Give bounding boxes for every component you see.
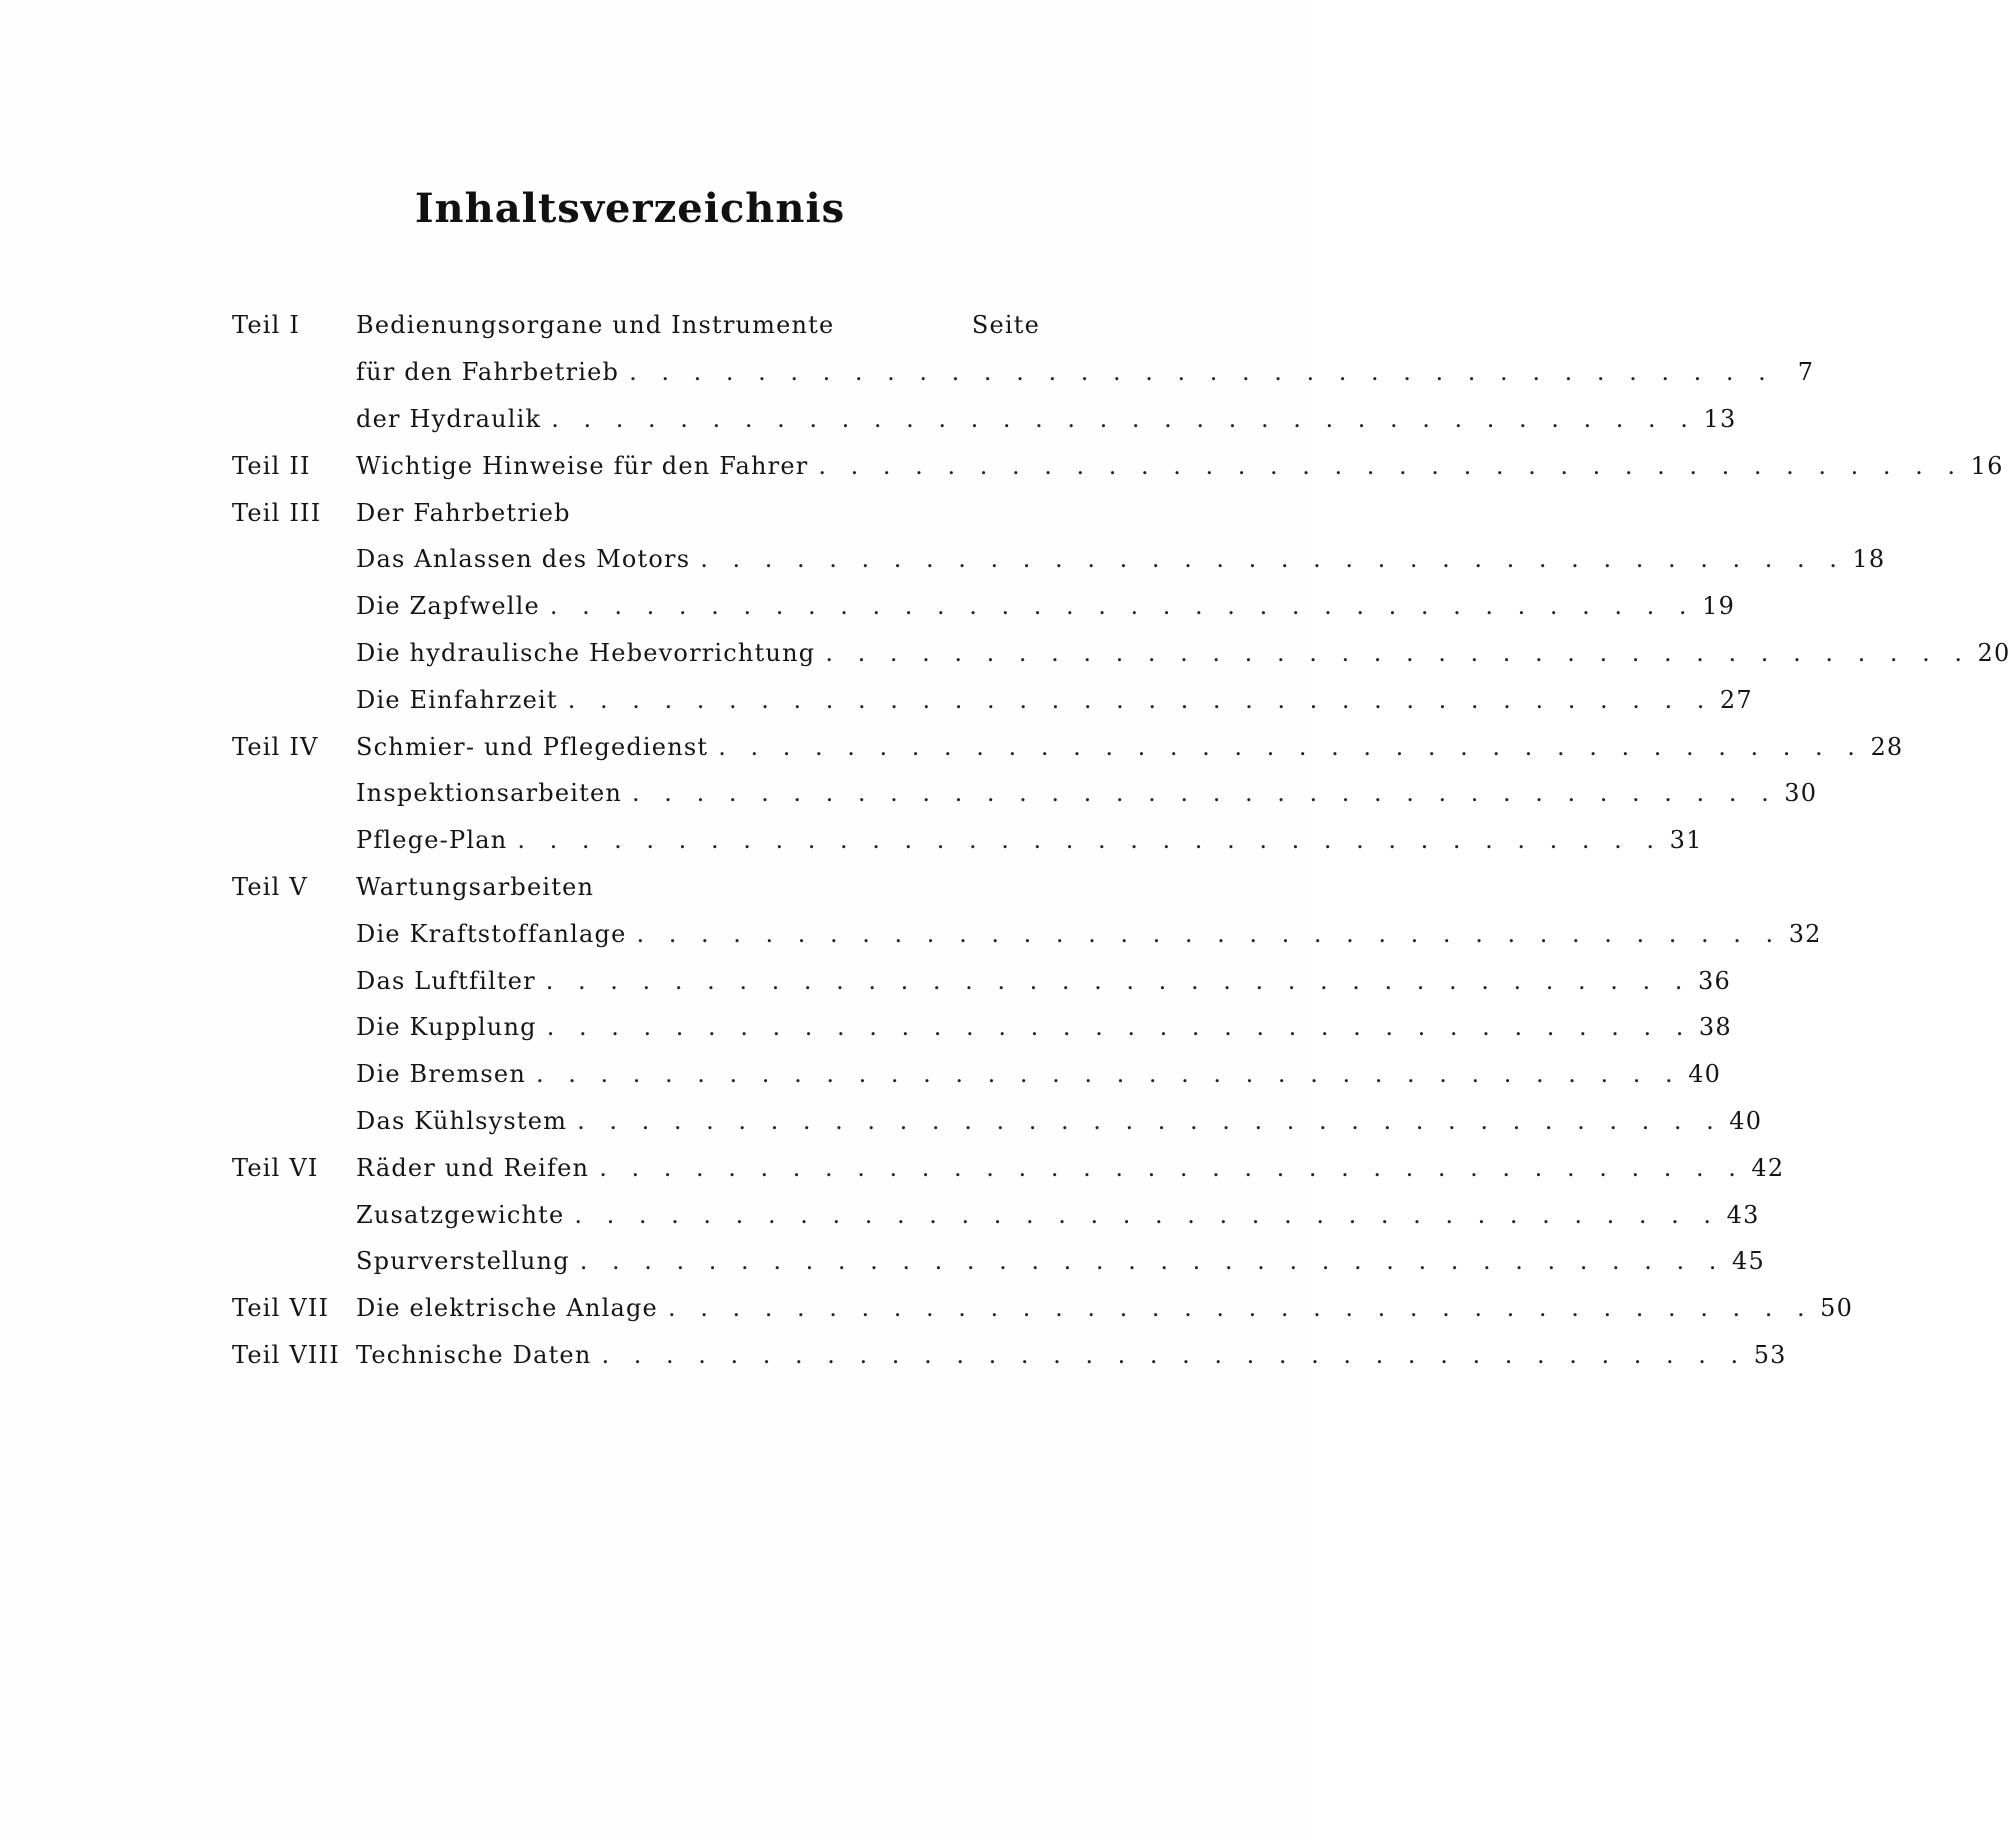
toc-row xyxy=(232,442,2004,489)
toc-part-label: Teil VII xyxy=(232,1294,330,1323)
toc-entry-title: Die elektrische Anlage xyxy=(356,1294,658,1323)
toc-entry-title: Räder und Reifen xyxy=(356,1153,590,1182)
toc-entry-title: Inspektionsarbeiten xyxy=(356,779,623,808)
toc-row xyxy=(232,910,1822,957)
toc-row xyxy=(232,349,1815,396)
toc-row xyxy=(232,1004,1732,1051)
toc-row xyxy=(232,1051,1722,1098)
toc-entry-title: Das Luftfilter xyxy=(356,966,536,995)
toc-row xyxy=(232,1098,1763,1145)
toc-page-number: 50 xyxy=(1820,1294,1854,1323)
toc-row xyxy=(232,957,1731,1004)
dot-leader: . . . . . . . . . . . . . . . . . . . . . . . . . . . . . . . . . . . . xyxy=(545,966,1691,995)
toc-row xyxy=(232,489,1040,536)
toc-page-number: 40 xyxy=(1688,1060,1722,1089)
dot-leader: . . . . . . . . . . . . . . . . . . . . . . . . . . . . . . . . . . . . xyxy=(577,1106,1723,1135)
toc-row xyxy=(232,1144,1785,1191)
toc-entry-title: Die Bremsen xyxy=(356,1060,526,1089)
toc-row xyxy=(232,1238,1765,1285)
toc-row xyxy=(232,302,1040,349)
dot-leader: . . . . . . . . . . . . . . . . . . . . . . . . . . . . . . . . . . . . xyxy=(567,685,1713,714)
toc-page-number: 7 xyxy=(1797,358,1815,387)
toc-row xyxy=(232,817,1703,864)
toc-page-number: 40 xyxy=(1729,1106,1763,1135)
toc-part-label: Teil V xyxy=(232,872,308,901)
toc-entry-title: Technische Daten xyxy=(356,1340,592,1369)
toc-part-label: Teil IV xyxy=(232,732,319,761)
toc-entry-title: Die Zapfwelle xyxy=(356,592,540,621)
toc-entry-title: Die Kupplung xyxy=(356,1013,537,1042)
toc-page-number: 42 xyxy=(1751,1153,1785,1182)
toc-page-number: 38 xyxy=(1698,1013,1732,1042)
toc-page-number: 32 xyxy=(1788,919,1822,948)
toc-row xyxy=(232,770,1818,817)
toc-entry-title: Zusatzgewichte xyxy=(356,1200,565,1229)
toc-row xyxy=(232,1332,1787,1379)
toc-entry-title: Der Fahrbetrieb xyxy=(356,498,571,527)
toc-row xyxy=(232,583,1736,630)
dot-leader: . . . . . . . . . . . . . . . . . . . . . . . . . . . . . . . . . . . . xyxy=(667,1294,1814,1323)
toc-page-number: 43 xyxy=(1726,1200,1760,1229)
toc-page-number: 18 xyxy=(1852,545,1886,574)
toc-part-label: Teil VIII xyxy=(232,1340,340,1369)
dot-leader: . . . . . . . . . . . . . . . . . . . . . . . . . . . . . . . . . . . . xyxy=(601,1340,1747,1369)
toc-entry-title: Die Kraftstoffanlage xyxy=(356,919,627,948)
dot-leader: . . . . . . . . . . . . . . . . . . . . . . . . . . . . . . . . . . . . xyxy=(636,919,1782,948)
toc-page-number: 20 xyxy=(1977,638,2010,667)
dot-leader: . . . . . . . . . . . . . . . . . . . . . . . . . . . . . . . . . . . . xyxy=(579,1247,1725,1276)
dot-leader: . . . . . . . . . . . . . . . . . . . . . . . . . . . . . . . . . . . . xyxy=(629,358,1775,387)
toc-row xyxy=(232,396,1737,443)
toc-entry-title: für den Fahrbetrieb xyxy=(356,358,620,387)
toc-page-number: 13 xyxy=(1703,404,1737,433)
toc-entry-title: der Hydraulik xyxy=(356,404,542,433)
toc-row xyxy=(232,1191,1760,1238)
toc-page-number: 53 xyxy=(1753,1340,1787,1369)
dot-leader: . . . . . . . . . . . . . . . . . . . . . . . . . . . . . . . . . . . . xyxy=(536,1060,1682,1089)
dot-leader: . . . . . . . . . . . . . . . . . . . . . . . . . . . . . . . . . . . . xyxy=(599,1153,1745,1182)
toc-entry-title: Das Kühlsystem xyxy=(356,1106,568,1135)
dot-leader: . . . . . . . . . . . . . . . . . . . . . . . . . . . . . . . . . . . . xyxy=(818,451,1964,480)
toc-entry-title: Wichtige Hinweise für den Fahrer xyxy=(356,451,809,480)
toc-page-number: 36 xyxy=(1697,966,1731,995)
dot-leader: . . . . . . . . . . . . . . . . . . . . . . . . . . . . . . . . . . . . xyxy=(546,1013,1692,1042)
page-column-heading: Seite xyxy=(971,311,1040,340)
dot-leader: . . . . . . . . . . . . . . . . . . . . . . . . . . . . . . . . . . . . xyxy=(718,732,1864,761)
toc-part-label: Teil I xyxy=(232,311,301,340)
toc-page-number: 45 xyxy=(1731,1247,1765,1276)
toc-page-number: 19 xyxy=(1702,592,1736,621)
toc-page-number: 30 xyxy=(1784,779,1818,808)
dot-leader: . . . . . . . . . . . . . . . . . . . . . . . . . . . . . . . . . . . . xyxy=(825,638,1971,667)
toc-part-label: Teil VI xyxy=(232,1153,319,1182)
toc-row xyxy=(232,676,1753,723)
toc-page-number: 31 xyxy=(1669,826,1703,855)
page-title: Inhaltsverzeichnis xyxy=(414,185,846,232)
toc-entry-title: Das Anlassen des Motors xyxy=(356,545,691,574)
toc-part-label: Teil II xyxy=(232,451,311,480)
toc-row xyxy=(232,723,1904,770)
toc-part-label: Teil III xyxy=(232,498,322,527)
toc-entry-title: Wartungsarbeiten xyxy=(356,872,595,901)
toc-page-number: 16 xyxy=(1970,451,2004,480)
dot-leader: . . . . . . . . . . . . . . . . . . . . . . . . . . . . . . . . . . . . xyxy=(551,404,1697,433)
toc-page-number: 27 xyxy=(1719,685,1753,714)
toc-entry-title: Pflege-Plan xyxy=(356,826,508,855)
toc-entry-title: Spurverstellung xyxy=(356,1247,570,1276)
dot-leader: . . . . . . . . . . . . . . . . . . . . . . . . . . . . . . . . . . . . xyxy=(574,1200,1720,1229)
dot-leader: . . . . . . . . . . . . . . . . . . . . . . . . . . . . . . . . . . . . xyxy=(632,779,1778,808)
table-of-contents xyxy=(232,302,2010,1378)
toc-row xyxy=(232,536,1886,583)
toc-row xyxy=(232,864,1040,911)
dot-leader: . . . . . . . . . . . . . . . . . . . . . . . . . . . . . . . . . . . . xyxy=(700,545,1846,574)
toc-page-number: 28 xyxy=(1870,732,1904,761)
toc-row xyxy=(232,630,2010,677)
toc-entry-title: Die hydraulische Hebevorrichtung xyxy=(356,638,816,667)
dot-leader: . . . . . . . . . . . . . . . . . . . . . . . . . . . . . . . . . . . . xyxy=(517,826,1663,855)
toc-entry-title: Schmier- und Pflegedienst xyxy=(356,732,709,761)
toc-entry-title: Die Einfahrzeit xyxy=(356,685,558,714)
toc-entry-title: Bedienungsorgane und Instrumente xyxy=(356,311,835,340)
dot-leader: . . . . . . . . . . . . . . . . . . . . . . . . . . . . . . . . . . . . xyxy=(549,592,1696,621)
toc-row xyxy=(232,1285,1854,1332)
